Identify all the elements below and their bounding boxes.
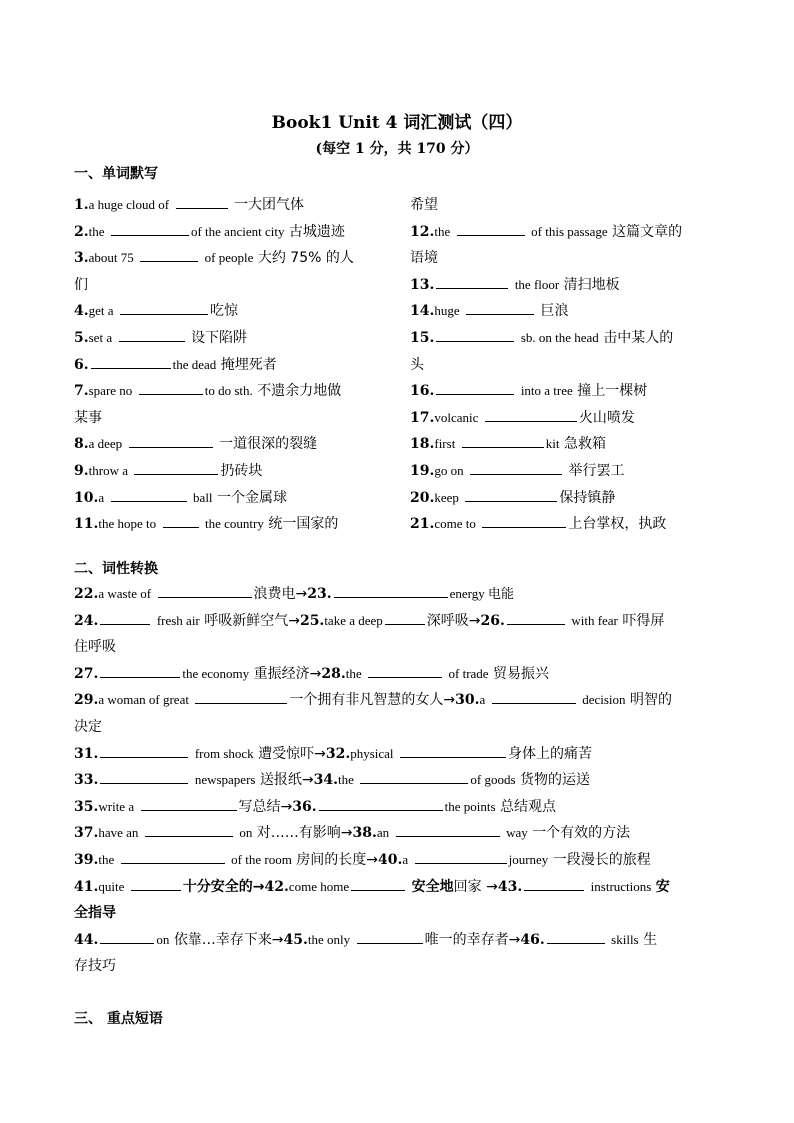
item-text: spare no bbox=[88, 383, 133, 399]
answer-blank[interactable] bbox=[100, 610, 150, 625]
item-text: a huge cloud of bbox=[88, 197, 170, 212]
item-text: an bbox=[376, 825, 390, 841]
answer-blank[interactable] bbox=[134, 460, 218, 475]
item-text: of trade bbox=[448, 665, 489, 681]
item-number: 45. bbox=[283, 931, 308, 948]
item-text: a deep bbox=[88, 436, 123, 452]
answer-blank[interactable] bbox=[120, 300, 208, 315]
item-number: 32. bbox=[325, 745, 351, 762]
conv-33-34 bbox=[74, 767, 722, 794]
item-text: a waste of bbox=[98, 586, 152, 601]
item-translation: 安全地 bbox=[411, 878, 454, 895]
item-1 bbox=[74, 192, 386, 219]
item-number: 30. bbox=[455, 692, 480, 709]
item-translation: 写总结→ bbox=[238, 798, 293, 815]
item-text: have an bbox=[98, 825, 139, 841]
item-number: 21. bbox=[410, 516, 435, 533]
item-number: 31. bbox=[74, 745, 99, 762]
item-number: 33. bbox=[74, 772, 99, 789]
answer-blank[interactable] bbox=[139, 380, 203, 395]
item-translation: 这篇文章的 bbox=[612, 223, 683, 240]
item-number: 40. bbox=[378, 851, 403, 868]
item-number: 14. bbox=[410, 303, 435, 320]
item-number: 18. bbox=[410, 436, 435, 453]
item-number: 36. bbox=[292, 798, 317, 815]
answer-blank[interactable] bbox=[462, 433, 544, 448]
item-9 bbox=[74, 458, 386, 485]
item-text: the dead bbox=[172, 356, 217, 372]
item-16 bbox=[410, 378, 722, 405]
item-15 bbox=[410, 325, 722, 352]
item-text: newspapers bbox=[194, 772, 256, 788]
answer-blank[interactable] bbox=[140, 247, 198, 262]
item-6 bbox=[74, 352, 386, 379]
item-text: set a bbox=[88, 329, 113, 345]
item-number: 4. bbox=[74, 303, 89, 320]
item-translation: 货物的运送 bbox=[519, 772, 590, 789]
item-text: the floor bbox=[514, 276, 560, 292]
item-text: throw a bbox=[88, 462, 128, 478]
item-text: the bbox=[434, 223, 451, 239]
answer-blank[interactable] bbox=[100, 929, 154, 944]
answer-blank[interactable] bbox=[457, 221, 525, 236]
item-translation: 们 bbox=[74, 276, 88, 293]
item-translation: 急救箱 bbox=[563, 436, 606, 453]
answer-blank[interactable] bbox=[492, 689, 576, 704]
answer-blank[interactable] bbox=[141, 796, 237, 811]
item-text: come to bbox=[434, 516, 476, 532]
item-text: a bbox=[479, 692, 486, 708]
item-18 bbox=[410, 431, 722, 458]
item-8 bbox=[74, 431, 386, 458]
item-translation: 古城遗迹 bbox=[288, 223, 345, 240]
item-number: 1. bbox=[74, 197, 89, 213]
item-text: kit bbox=[545, 436, 560, 452]
item-text: of this passage bbox=[531, 223, 608, 239]
item-translation: 某事 bbox=[74, 409, 102, 426]
answer-blank[interactable] bbox=[195, 689, 287, 704]
item-number: 9. bbox=[74, 462, 89, 479]
answer-blank[interactable] bbox=[524, 876, 584, 891]
answer-blank[interactable] bbox=[145, 822, 233, 837]
answer-blank[interactable] bbox=[158, 583, 252, 598]
item-translation: 击中某人的 bbox=[603, 329, 674, 346]
item-translation: 上台掌权，执政 bbox=[568, 516, 667, 533]
right-column bbox=[410, 192, 722, 538]
item-number: 25. bbox=[299, 612, 325, 629]
item-number: 46. bbox=[520, 931, 545, 948]
item-translation: 深呼吸→ bbox=[426, 612, 481, 629]
item-number: 34. bbox=[313, 772, 339, 789]
item-translation: 吓得屏 bbox=[622, 612, 665, 629]
item-translation: 住呼吸 bbox=[74, 639, 116, 656]
item-translation: 头 bbox=[410, 356, 424, 373]
page-title: Book1 Unit 4 词汇测试（四） bbox=[271, 113, 523, 133]
item-number: 13. bbox=[410, 276, 435, 293]
item-translation: 大约 75% 的人 bbox=[257, 250, 354, 267]
item-translation: 总结观点 bbox=[500, 798, 557, 815]
conv-37-38 bbox=[74, 820, 722, 847]
item-translation: 浪费电→ bbox=[253, 586, 308, 602]
answer-blank[interactable] bbox=[100, 743, 188, 758]
item-number: 11. bbox=[74, 516, 99, 533]
item-number: 10. bbox=[74, 489, 99, 506]
item-number: 22. bbox=[74, 586, 99, 602]
answer-blank[interactable] bbox=[415, 849, 507, 864]
item-text: of the ancient city bbox=[190, 223, 285, 239]
item-number: 6. bbox=[74, 356, 89, 373]
answer-blank[interactable] bbox=[100, 769, 188, 784]
answer-blank[interactable] bbox=[368, 663, 442, 678]
item-number: 15. bbox=[410, 329, 435, 346]
item-5 bbox=[74, 325, 386, 352]
item-translation: 全指导 bbox=[74, 905, 116, 922]
item-text: the bbox=[88, 223, 105, 239]
item-number: 44. bbox=[74, 931, 99, 948]
item-text: decision bbox=[582, 692, 626, 708]
item-10 bbox=[74, 485, 386, 512]
item-text: the bbox=[345, 665, 362, 681]
item-12-cont bbox=[410, 245, 722, 272]
item-translation: 扔砖块 bbox=[220, 462, 263, 479]
item-number: 20. bbox=[410, 489, 435, 506]
answer-blank[interactable] bbox=[176, 194, 228, 209]
item-text: the bbox=[98, 851, 115, 867]
item-translation: 巨浪 bbox=[540, 303, 569, 320]
item-translation: 呼吸新鲜空气→ bbox=[204, 612, 300, 629]
answer-blank[interactable] bbox=[485, 407, 577, 422]
item-text: the only bbox=[307, 931, 351, 947]
item-translation: 语境 bbox=[410, 250, 438, 267]
item-text: quite bbox=[98, 878, 125, 894]
item-text: the points bbox=[444, 798, 496, 814]
item-number: 19. bbox=[410, 462, 435, 479]
item-text: a woman of great bbox=[98, 692, 189, 708]
item-11 bbox=[74, 511, 386, 538]
item-text: a bbox=[98, 489, 105, 505]
item-text: of goods bbox=[470, 772, 516, 788]
item-translation: 生 bbox=[643, 931, 658, 948]
item-number: 7. bbox=[74, 383, 89, 400]
conv-24-26 bbox=[74, 608, 722, 635]
answer-blank[interactable] bbox=[396, 822, 500, 837]
conv-35-36 bbox=[74, 794, 722, 821]
answer-blank[interactable] bbox=[385, 610, 425, 625]
item-translation: 一段漫长的旅程 bbox=[552, 851, 651, 868]
item-text: the economy bbox=[182, 665, 250, 681]
item-translation: 不遗余力地做 bbox=[257, 383, 342, 400]
answer-blank[interactable] bbox=[400, 743, 506, 758]
item-number: 28. bbox=[321, 665, 346, 682]
item-12 bbox=[410, 219, 722, 246]
section-heading-2: 二、词性转换 bbox=[74, 561, 158, 577]
answer-blank[interactable] bbox=[507, 610, 565, 625]
item-text: write a bbox=[98, 798, 135, 814]
item-translation: 吃惊 bbox=[209, 303, 238, 320]
item-translation: 举行罢工 bbox=[568, 462, 625, 479]
item-text: on bbox=[156, 931, 170, 947]
item-number: 39. bbox=[74, 851, 99, 868]
item-number: 35. bbox=[74, 798, 99, 815]
item-translation: 设下陷阱 bbox=[191, 329, 247, 346]
item-translation: 唯一的幸存者→ bbox=[424, 931, 521, 948]
item-text: of the room bbox=[231, 851, 292, 867]
item-number: 23. bbox=[307, 586, 332, 602]
answer-blank[interactable] bbox=[357, 929, 423, 944]
item-text: physical bbox=[350, 745, 394, 761]
item-text: the bbox=[338, 772, 354, 788]
section-heading-3: 三、 重点短语 bbox=[74, 1011, 163, 1027]
item-17 bbox=[410, 405, 722, 432]
conv-41-43 bbox=[74, 874, 722, 901]
item-text: way bbox=[506, 825, 528, 841]
item-number: 17. bbox=[410, 409, 435, 426]
item-text: to do sth. bbox=[204, 383, 253, 399]
item-13 bbox=[410, 272, 722, 299]
item-text: get a bbox=[88, 303, 114, 319]
section-heading-1: 一、单词默写 bbox=[74, 166, 158, 182]
item-14 bbox=[410, 298, 722, 325]
answer-blank[interactable] bbox=[100, 663, 180, 678]
conv-22-23 bbox=[74, 581, 722, 608]
conv-31-32 bbox=[74, 741, 722, 768]
item-number: 27. bbox=[74, 665, 99, 682]
item-text: ball bbox=[193, 489, 213, 505]
answer-blank[interactable] bbox=[121, 849, 225, 864]
item-text: take a deep bbox=[324, 612, 383, 628]
item-translation: 保持镇静 bbox=[559, 489, 616, 506]
conv-30-cont bbox=[74, 714, 722, 741]
item-text: journey bbox=[508, 851, 549, 867]
item-translation: 明智的 bbox=[629, 692, 672, 709]
item-text: of people bbox=[204, 250, 254, 266]
item-number: 43. bbox=[497, 878, 523, 895]
answer-blank[interactable] bbox=[119, 327, 185, 342]
page-subtitle: (每空 1 分，共 170 分） bbox=[315, 141, 479, 157]
conv-43-cont bbox=[74, 900, 722, 927]
item-15-cont bbox=[410, 352, 722, 379]
item-translation: 十分安全的→ bbox=[182, 878, 265, 895]
answer-blank[interactable] bbox=[360, 769, 468, 784]
conv-27-28 bbox=[74, 661, 722, 688]
item-text: with fear bbox=[571, 612, 618, 628]
item-4 bbox=[74, 298, 386, 325]
item-number: 12. bbox=[410, 223, 435, 240]
item-translation: 贸易振兴 bbox=[493, 665, 550, 682]
answer-blank[interactable] bbox=[319, 796, 443, 811]
answer-blank[interactable] bbox=[111, 487, 187, 502]
item-text: volcanic bbox=[434, 409, 479, 425]
item-translation: 身体上的痛苦 bbox=[508, 745, 592, 762]
item-translation: 撞上一棵树 bbox=[577, 383, 648, 400]
item-translation: 统一国家的 bbox=[268, 516, 339, 533]
item-translation: 重振经济→ bbox=[253, 665, 322, 682]
item-text: about 75 bbox=[88, 250, 134, 266]
item-translation: 掩埋死者 bbox=[220, 356, 277, 373]
answer-blank[interactable] bbox=[351, 876, 405, 891]
item-translation: 清扫地板 bbox=[563, 276, 620, 293]
item-text: skills bbox=[611, 931, 639, 947]
item-translation: 一个拥有非凡智慧的女人→ bbox=[289, 692, 456, 709]
item-2 bbox=[74, 219, 386, 246]
item-number: 37. bbox=[74, 825, 99, 842]
item-text: the country bbox=[205, 516, 264, 532]
item-translation: 安 bbox=[655, 878, 670, 895]
answer-blank[interactable] bbox=[436, 274, 508, 289]
answer-blank[interactable] bbox=[334, 583, 448, 598]
item-text: keep bbox=[434, 489, 459, 505]
item-text: on bbox=[239, 825, 253, 841]
conv-39-40 bbox=[74, 847, 722, 874]
left-column bbox=[74, 192, 386, 538]
item-19 bbox=[410, 458, 722, 485]
item-number: 8. bbox=[74, 436, 89, 453]
conv-29-30 bbox=[74, 687, 722, 714]
item-text: from shock bbox=[194, 745, 254, 761]
item-3 bbox=[74, 245, 386, 272]
item-text: the hope to bbox=[98, 516, 157, 532]
item-number: 5. bbox=[74, 329, 89, 346]
item-translation: 决定 bbox=[74, 718, 102, 735]
answer-blank[interactable] bbox=[547, 929, 605, 944]
answer-blank[interactable] bbox=[466, 300, 534, 315]
conversion-list bbox=[74, 581, 722, 980]
answer-blank[interactable] bbox=[163, 513, 199, 528]
item-number: 24. bbox=[74, 612, 99, 629]
item-translation: 希望 bbox=[410, 197, 438, 213]
item-number: 3. bbox=[74, 250, 89, 267]
answer-blank[interactable] bbox=[436, 380, 514, 395]
item-translation: 一个金属球 bbox=[217, 489, 287, 506]
item-translation: 一大团气体 bbox=[234, 197, 305, 213]
item-7 bbox=[74, 378, 386, 405]
conv-44-46 bbox=[74, 927, 722, 954]
answer-blank[interactable] bbox=[482, 513, 566, 528]
item-3-cont bbox=[74, 272, 386, 299]
item-number: 26. bbox=[480, 612, 505, 629]
item-text: go on bbox=[434, 462, 464, 478]
item-11-cont bbox=[410, 192, 722, 219]
item-text: fresh air bbox=[156, 612, 200, 628]
answer-blank[interactable] bbox=[436, 327, 514, 342]
answer-blank[interactable] bbox=[470, 460, 562, 475]
item-number: 2. bbox=[74, 223, 89, 240]
item-number: 38. bbox=[352, 825, 377, 842]
item-number: 42. bbox=[264, 878, 289, 895]
item-text: huge bbox=[434, 303, 460, 319]
item-text: first bbox=[434, 436, 456, 452]
item-20 bbox=[410, 485, 722, 512]
item-translation: 送报纸→ bbox=[259, 772, 314, 789]
item-7-cont bbox=[74, 405, 386, 432]
item-translation: 回家 → bbox=[453, 878, 498, 895]
item-translation: 房间的长度→ bbox=[296, 851, 378, 868]
item-translation: 对……有影响→ bbox=[256, 825, 353, 842]
answer-blank[interactable] bbox=[91, 354, 171, 369]
item-translation: 依靠…幸存下来→ bbox=[173, 931, 284, 948]
item-translation: 一道很深的裂缝 bbox=[219, 436, 318, 453]
item-translation: 火山喷发 bbox=[578, 409, 635, 426]
answer-blank[interactable] bbox=[129, 433, 213, 448]
item-21 bbox=[410, 511, 722, 538]
item-translation: 存技巧 bbox=[74, 958, 116, 975]
item-text: energy 电能 bbox=[449, 586, 514, 601]
item-text: a bbox=[402, 851, 409, 867]
item-number: 16. bbox=[410, 383, 435, 400]
conv-46-cont bbox=[74, 953, 722, 980]
answer-blank[interactable] bbox=[131, 876, 181, 891]
item-text: come home bbox=[288, 878, 350, 894]
item-text: sb. on the head bbox=[520, 329, 599, 345]
answer-blank[interactable] bbox=[465, 487, 557, 502]
item-text: instructions bbox=[590, 878, 652, 894]
item-number: 29. bbox=[74, 692, 99, 709]
item-translation: 一个有效的方法 bbox=[532, 825, 631, 842]
item-text: into a tree bbox=[520, 383, 573, 399]
conv-26-cont bbox=[74, 634, 722, 661]
item-number: 41. bbox=[74, 878, 99, 895]
answer-blank[interactable] bbox=[111, 221, 189, 236]
item-translation: 遭受惊吓→ bbox=[258, 745, 326, 762]
